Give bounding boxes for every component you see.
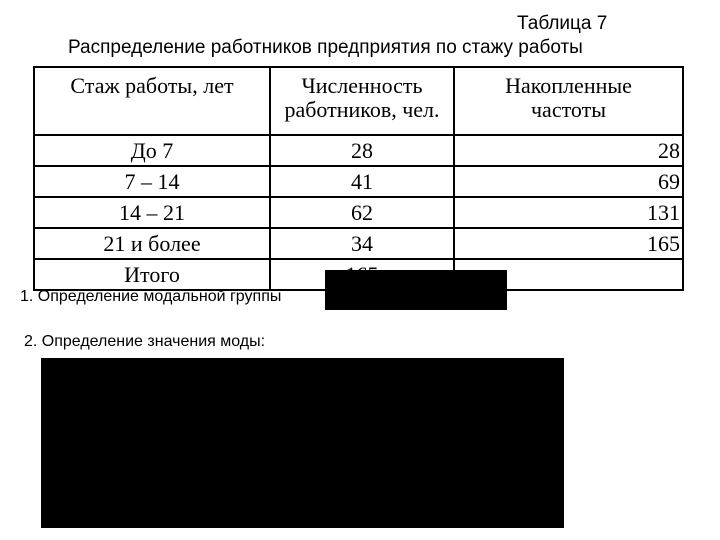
cell-headcount: 34 (270, 228, 454, 259)
cell-cumulative: 69 (454, 166, 683, 197)
header-headcount (270, 67, 454, 135)
cell-experience: До 7 (34, 135, 270, 166)
redacted-answer-mode-value (41, 358, 564, 528)
cell-cumulative: 28 (454, 135, 683, 166)
cell-experience: 14 – 21 (34, 197, 270, 228)
header-experience-line-1: Стаж работы, лет (70, 73, 234, 98)
table-row (34, 197, 683, 228)
table-caption: Таблица 7 (517, 13, 608, 34)
distribution-table (33, 66, 684, 291)
header-cumulative-line-2: частоты (530, 97, 607, 122)
header-cumulative-line-1: Накопленные (505, 73, 632, 98)
cell-experience: 7 – 14 (34, 166, 270, 197)
cell-headcount: 62 (270, 197, 454, 228)
redacted-answer-modal-group (325, 270, 507, 310)
table-row (34, 135, 683, 166)
cell-headcount: 28 (270, 135, 454, 166)
table-header-row (34, 67, 683, 135)
header-headcount-line-1: Численность (301, 73, 423, 98)
header-experience (34, 67, 270, 135)
table-row (34, 166, 683, 197)
cell-total-label: Итого (34, 259, 270, 290)
cell-headcount: 41 (270, 166, 454, 197)
header-headcount-line-2: работников, чел. (284, 97, 440, 122)
cell-experience: 21 и более (34, 228, 270, 259)
cell-cumulative: 131 (454, 197, 683, 228)
question-modal-group: 1. Определение модальной группы (20, 288, 282, 305)
header-cumulative (454, 67, 683, 135)
cell-cumulative: 165 (454, 228, 683, 259)
question-mode-value: 2. Определение значения моды: (24, 333, 266, 350)
table-title: Распределение работников предприятия по стажу работы (68, 37, 583, 58)
table-row (34, 228, 683, 259)
